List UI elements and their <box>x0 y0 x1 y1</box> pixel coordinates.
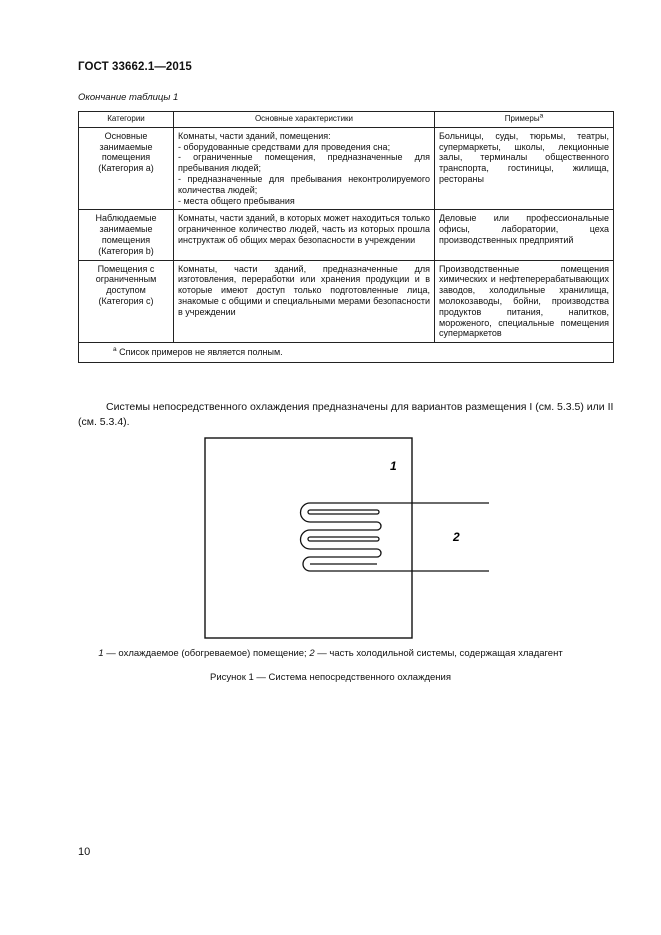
footnote-reference: a <box>539 112 544 120</box>
category-line: (Категория b) <box>98 245 154 256</box>
category-line: Помещения с <box>97 263 155 274</box>
figure-label-1: 1 <box>390 459 397 473</box>
category-line: (Категория a) <box>98 163 154 174</box>
table-caption: Окончание таблицы 1 <box>78 92 179 103</box>
characteristics-line: Комнаты, части зданий, помещения: <box>178 130 331 141</box>
column-header-examples-label: Примеры <box>504 114 540 123</box>
category-line: помещения <box>101 152 151 163</box>
category-line: доступом <box>106 285 146 296</box>
footnote-mark: a <box>113 346 117 354</box>
footnote-text: Список примеров не является полным. <box>119 347 283 358</box>
category-line: помещения <box>101 234 151 245</box>
coil-unused <box>304 548 489 587</box>
column-header-characteristics: Основные характеристики <box>174 112 435 128</box>
characteristics-cell: Комнаты, части зданий, в которых может находиться только ограниченное количество людей, часть из которых прошла инструктаж об общих мерах безопасности в учреждении <box>174 210 435 260</box>
body-paragraph: Системы непосредственного охлаждения предназначены для вариантов размещения I (см. 5.3.5) или II (см. 5.3.4). <box>78 401 614 428</box>
examples-cell: Производственные помещения химических и нефтеперерабатывающих заводов, холодильные хранилища, молокозаводы, бойни, производства продуктов питания, напитков, мороженого, специальные помещения супермаркетов <box>435 260 614 343</box>
column-header-categories: Категории <box>79 112 174 128</box>
figure-label-2: 2 <box>453 530 460 544</box>
characteristics-line: - ограниченные помещения, предназначенные для пребывания людей; <box>178 152 430 174</box>
legend-text-1: — охлаждаемое (обогреваемое) помещение; <box>103 648 310 659</box>
characteristics-line: - места общего пребывания <box>178 195 295 206</box>
document-number: ГОСТ 33662.1—2015 <box>78 61 192 73</box>
legend-number-2: 2 <box>309 648 315 659</box>
figure-legend <box>0 648 661 659</box>
category-line: Наблюдаемые <box>95 213 157 224</box>
category-line: занимаемые <box>99 224 153 235</box>
characteristics-line: - оборудованные средствами для проведения сна; <box>178 141 391 152</box>
characteristics-line: - предназначенные для пребывания неконтролируемого количества людей; <box>178 173 430 195</box>
refrigerant-coil-lower <box>304 542 489 581</box>
category-line: занимаемые <box>99 141 153 152</box>
figure-title: Рисунок 1 — Система непосредственного охлаждения <box>210 672 451 683</box>
category-line: (Категория c) <box>98 295 154 306</box>
category-line: ограниченным <box>95 274 157 285</box>
page-number: 10 <box>78 846 91 858</box>
legend-number-1: 1 <box>98 648 104 659</box>
legend-text-2: — часть холодильной системы, содержащая хладагент <box>314 648 563 659</box>
characteristics-cell: Комнаты, части зданий, предназначенные для изготовления, переработки или хранения продукции и в которые имеют доступ только подготовленные лица, знакомые с общими и специальными мерами безопасности в учреждении <box>174 260 435 343</box>
refrigerant-coil-inner <box>308 510 379 564</box>
examples-cell: Деловые или профессиональные офисы, лаборатории, цеха производственных предприятий <box>435 210 614 260</box>
category-line: Основные <box>104 130 148 141</box>
examples-cell: Больницы, суды, тюрьмы, театры, супермаркеты, школы, лекционные залы, терминалы общественного транспорта, гостиницы, жилища, рестораны <box>435 127 614 210</box>
